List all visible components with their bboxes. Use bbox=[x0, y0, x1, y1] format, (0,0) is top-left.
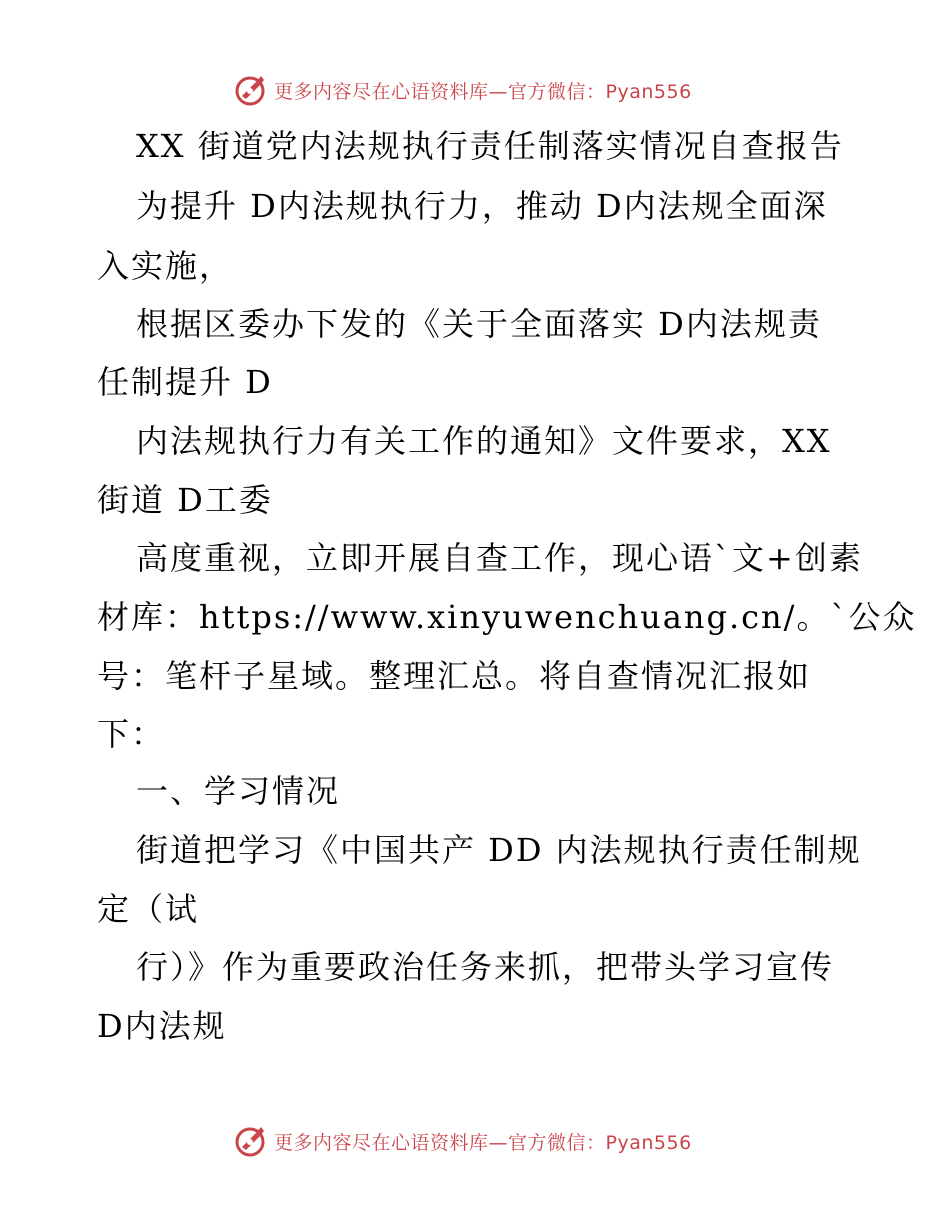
text-line: 高度重视，立即开展自查工作，现心语`文+创素 bbox=[136, 539, 863, 577]
text-line: 内法规执行力有关工作的通知》文件要求，XX bbox=[136, 422, 832, 460]
document-title: XX 街道党内法规执行责任制落实情况自查报告 bbox=[136, 127, 844, 165]
text-line: 下： bbox=[97, 715, 166, 753]
pen-logo-icon bbox=[232, 1123, 268, 1159]
section-heading: 一、学习情况 bbox=[136, 772, 341, 810]
text-line: 根据区委办下发的《关于全面落实 D内法规责 bbox=[136, 305, 822, 343]
text-line: 号：笔杆子星域。整理汇总。将自查情况汇报如 bbox=[97, 657, 812, 695]
footer-banner bbox=[232, 1121, 692, 1161]
text-line: 为提升 D内法规执行力，推动 D内法规全面深 bbox=[136, 187, 828, 225]
text-line: D内法规 bbox=[97, 1007, 227, 1045]
header-banner-text: 更多内容尽在心语资料库—官方微信：Pyan556 bbox=[274, 80, 692, 103]
text-line: 定（试 bbox=[97, 890, 200, 928]
text-line: 任制提升 D bbox=[97, 363, 273, 401]
text-line: 材库：https://www.xinyuwenchuang.cn/。`公众 bbox=[97, 598, 917, 636]
text-line: 行）》作为重要政治任务来抓，把带头学习宣传 bbox=[136, 948, 835, 986]
footer-banner-text: 更多内容尽在心语资料库—官方微信：Pyan556 bbox=[274, 1131, 692, 1154]
text-line: 入实施， bbox=[97, 247, 234, 285]
text-line: 街道把学习《中国共产 DD 内法规执行责任制规 bbox=[136, 831, 862, 869]
text-line: 街道 D工委 bbox=[97, 481, 273, 519]
